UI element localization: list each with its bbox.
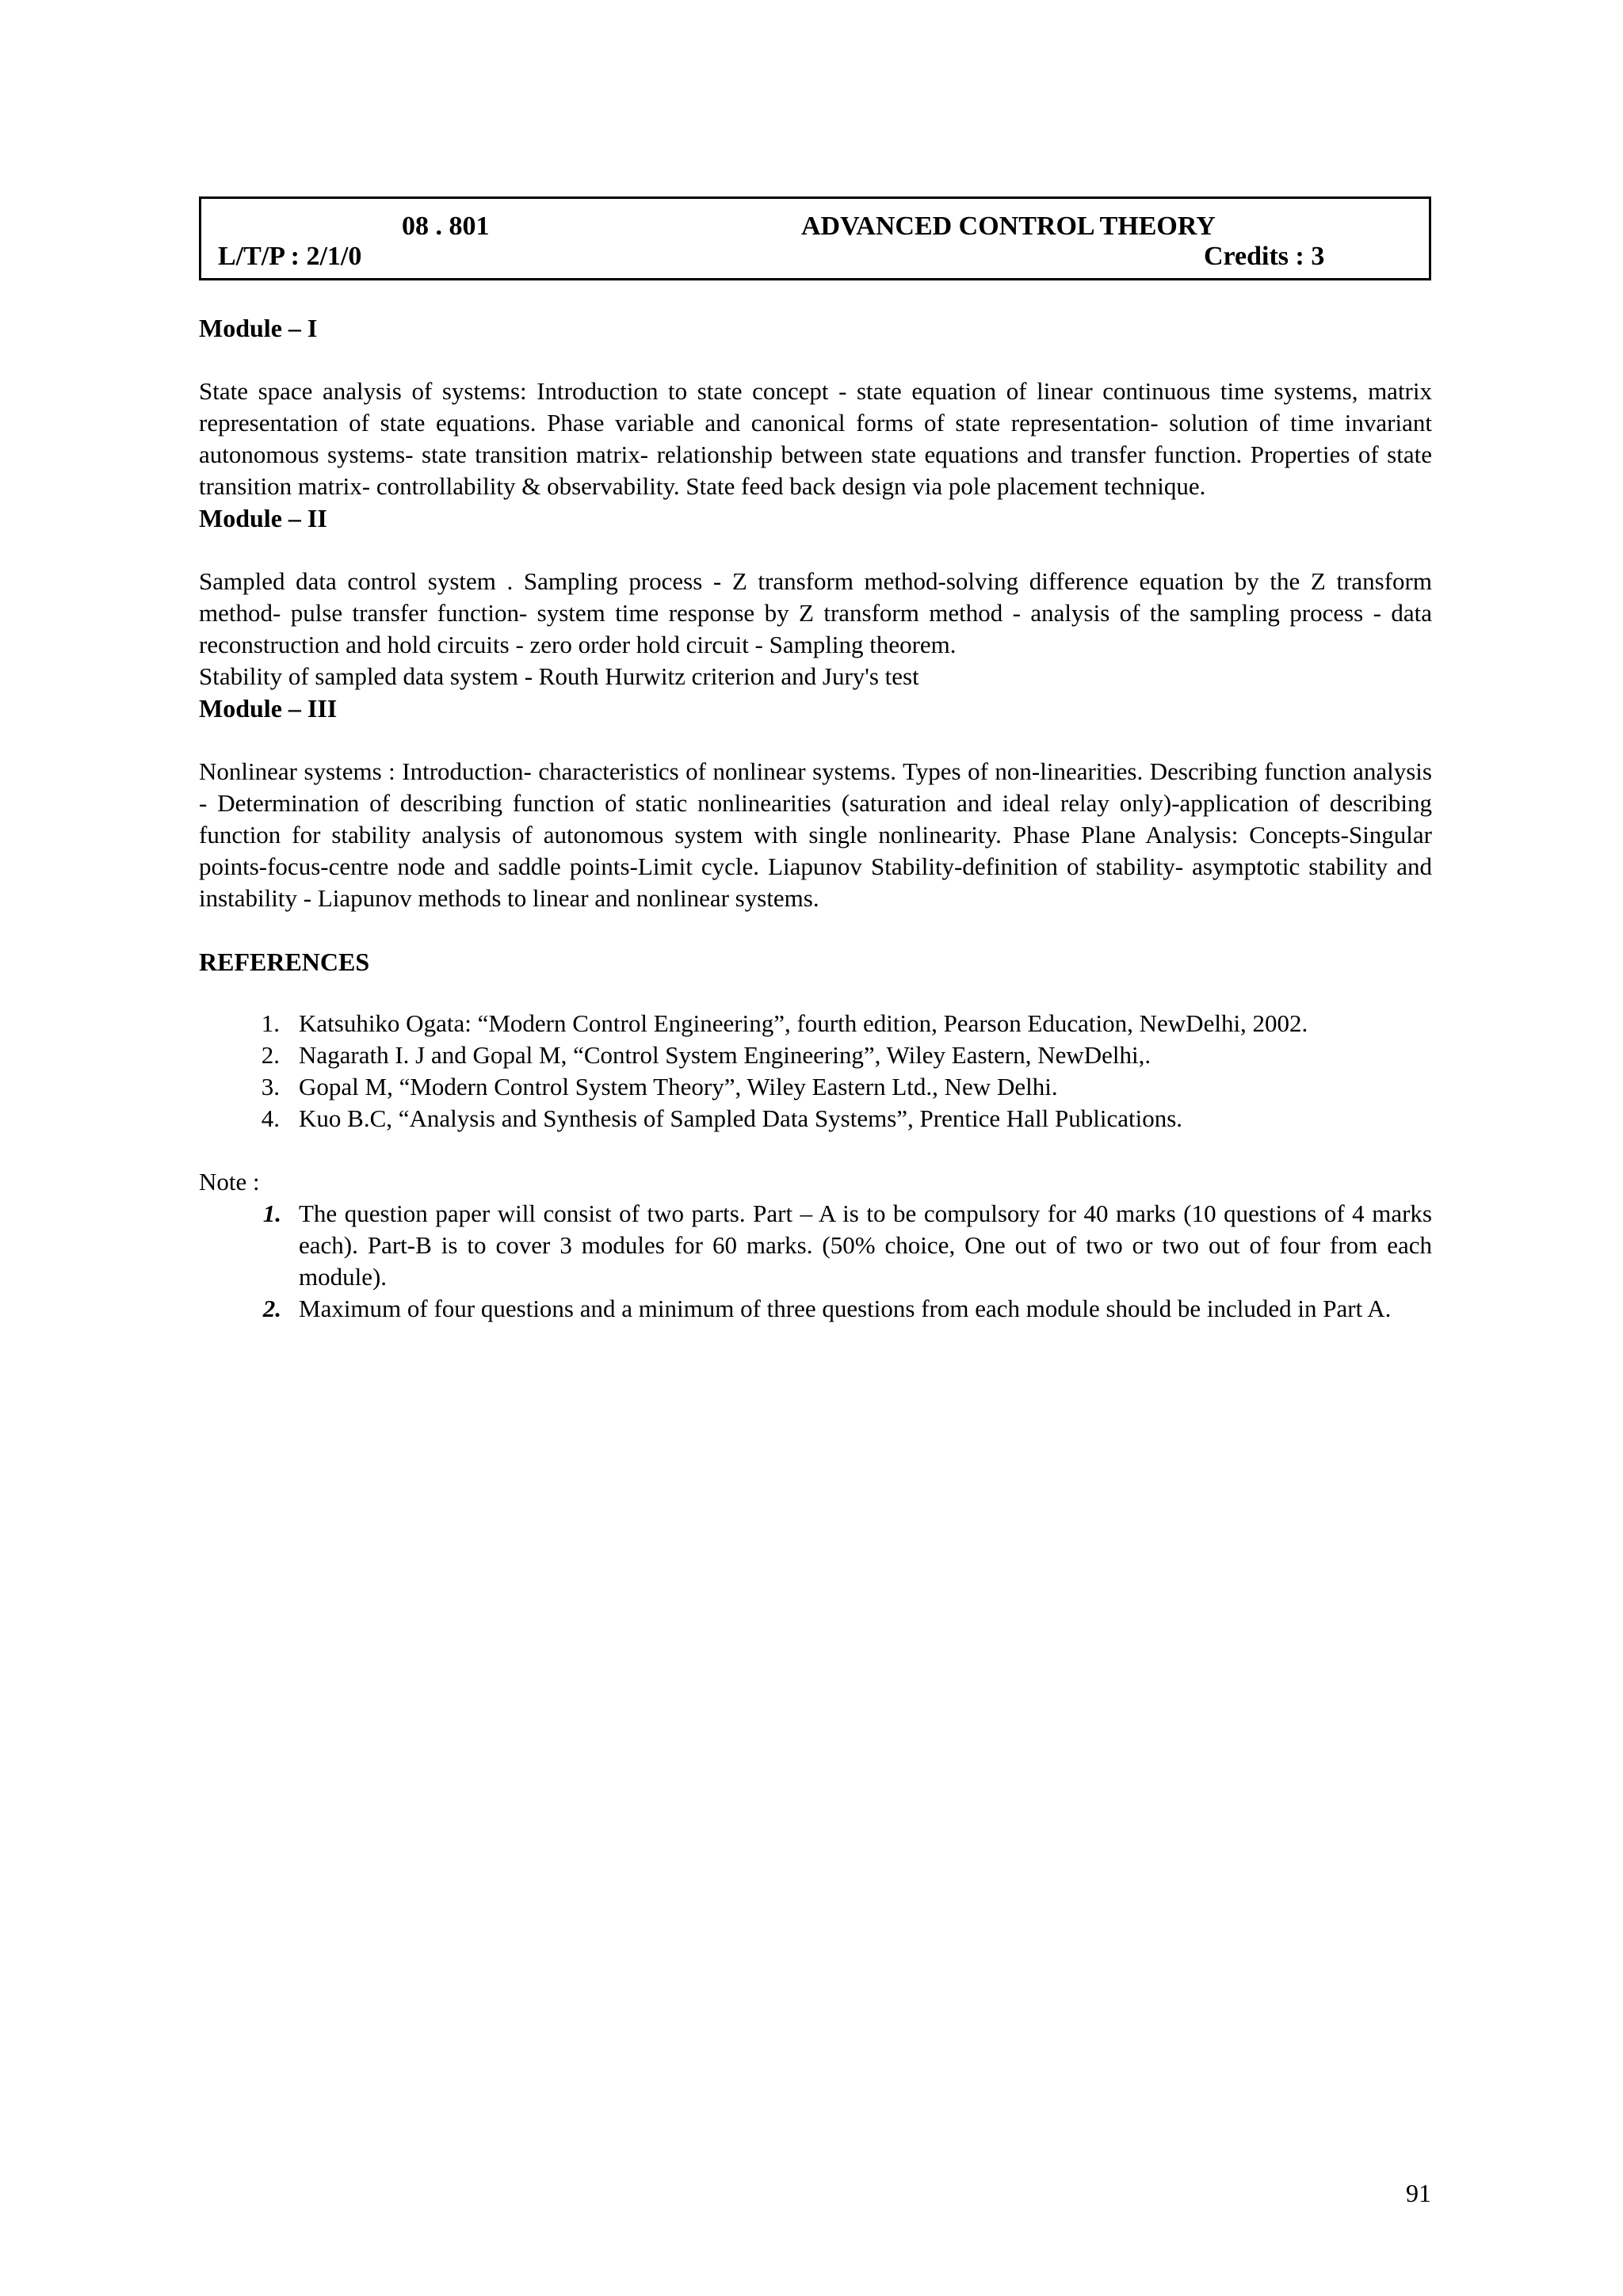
references-list — [199, 1008, 1432, 1135]
reference-item — [199, 1039, 1432, 1071]
course-code: 08 . 801 — [402, 212, 490, 241]
reference-number: 4. — [261, 1104, 280, 1132]
module-2-text-2: Stability of sampled data system - Routh Hurwitz criterion and Jury's test — [199, 662, 919, 690]
module-2-heading: Module – II — [199, 504, 327, 532]
reference-number: 3. — [261, 1073, 280, 1100]
syllabus-content — [199, 312, 1432, 1325]
ltp-info: L/T/P : 2/1/0 — [218, 242, 362, 271]
reference-text: Gopal M, “Modern Control System Theory”, Wiley Eastern Ltd., New Delhi. — [299, 1073, 1058, 1100]
reference-text: Nagarath I. J and Gopal M, “Control System Engineering”, Wiley Eastern, NewDelhi,. — [299, 1041, 1151, 1069]
note-label: Note : — [199, 1168, 260, 1196]
page-number: 91 — [1406, 2179, 1431, 2207]
note-item — [199, 1198, 1432, 1293]
references-heading: REFERENCES — [199, 948, 370, 976]
module-3-heading: Module – III — [199, 694, 338, 723]
references-section — [199, 946, 1432, 1135]
credits-info: Credits : 3 — [1204, 242, 1325, 271]
note-text: The question paper will consist of two parts. Part – A is to be compulsory for 40 marks (10 questions of 4 marks each). Part-B is to cover 3 modules for 60 marks. (50% choice, One out of two or two out of four from each module). — [299, 1199, 1432, 1291]
reference-text: Katsuhiko Ogata: “Modern Control Engineering”, fourth edition, Pearson Education, NewDelhi, 2002. — [299, 1009, 1308, 1037]
reference-number: 1. — [261, 1009, 280, 1037]
note-number: 1. — [262, 1199, 281, 1227]
note-item — [199, 1293, 1432, 1325]
module-3-text: Nonlinear systems : Introduction- characteristics of nonlinear systems. Types of non-linearities. Describing function analysis - Determination of describing function of static nonlinearities (saturation and ideal relay only)-application of describing function for stability analysis of autonomous system with single nonlinearity. Phase Plane Analysis: Concepts-Singular points-focus-centre node and saddle points-Limit cycle. Liapunov Stability-definition of stability- asymptotic stability and instability - Liapunov methods to linear and nonlinear systems. — [199, 757, 1432, 912]
note-text: Maximum of four questions and a minimum of three questions from each module should be included in Part A. — [299, 1295, 1392, 1322]
reference-item — [199, 1103, 1432, 1135]
note-number: 2. — [262, 1295, 281, 1322]
module-1-heading: Module – I — [199, 314, 318, 342]
reference-text: Kuo B.C, “Analysis and Synthesis of Sampled Data Systems”, Prentice Hall Publications. — [299, 1104, 1183, 1132]
module-1-section — [199, 312, 1432, 502]
module-2-text: Sampled data control system . Sampling process - Z transform method-solving difference equation by the Z transform method- pulse transfer function- system time response by Z transform method - analysis of the sampling process - data reconstruction and hold circuits - zero order hold circuit - Sampling theorem. — [199, 567, 1432, 658]
note-section — [199, 1166, 1432, 1325]
reference-number: 2. — [261, 1041, 280, 1069]
course-title: ADVANCED CONTROL THEORY — [801, 212, 1216, 241]
reference-item — [199, 1008, 1432, 1039]
reference-item — [199, 1071, 1432, 1103]
module-2-section — [199, 502, 1432, 692]
module-1-text: State space analysis of systems: Introduction to state concept - state equation of linear continuous time systems, matrix representation of state equations. Phase variable and canonical forms of state representation- solution of time invariant autonomous systems- state transition matrix- relationship between state equations and transfer function. Properties of state transition matrix- controllability & observability. State feed back design via pole placement technique. — [199, 377, 1432, 500]
module-3-section — [199, 692, 1432, 914]
course-header-box — [199, 196, 1431, 280]
